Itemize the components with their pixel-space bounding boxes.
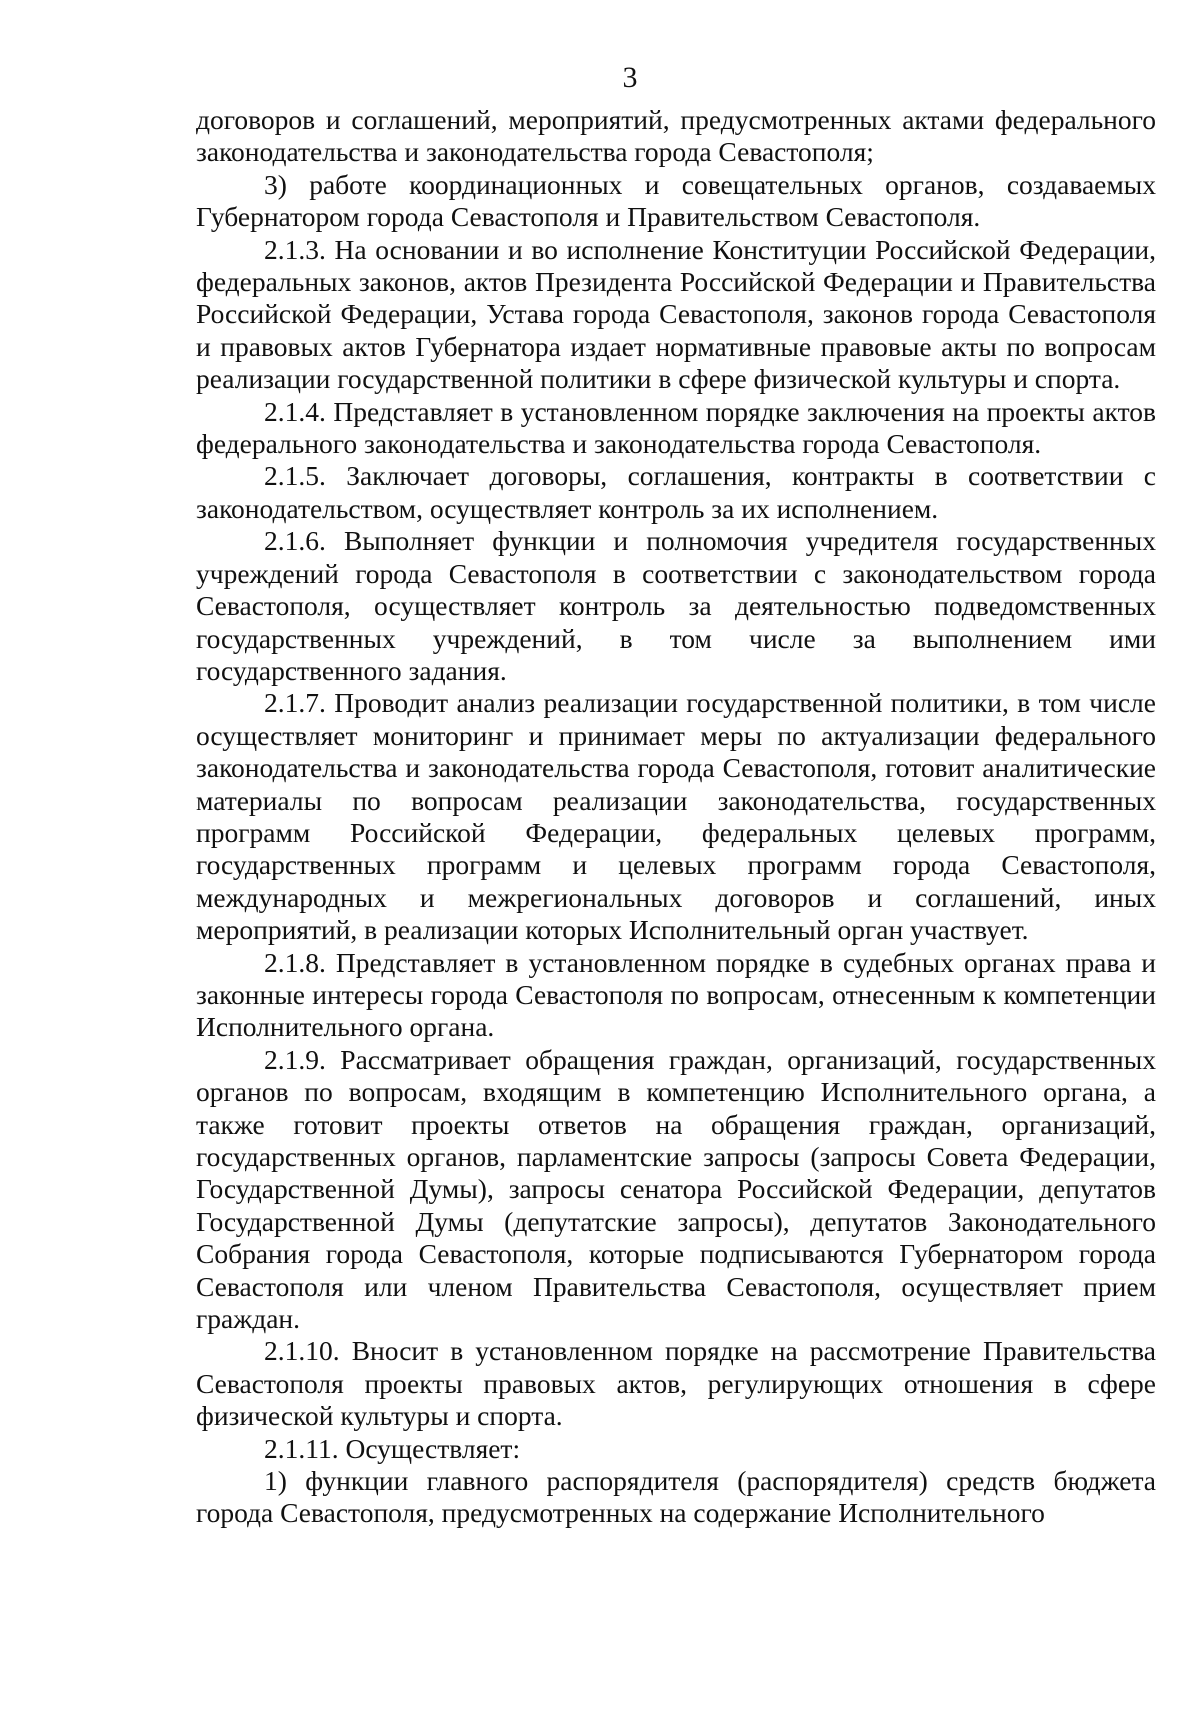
- paragraph-item-1: 1) функции главного распорядителя (распорядителя) средств бюджета города Севастополя, предусмотренных на содержание Исполнительного: [196, 1465, 1156, 1529]
- paragraph-2-1-4: 2.1.4. Представляет в установленном порядке заключения на проекты актов федерального законодательства и законодательства города Севастополя.: [196, 395, 1156, 460]
- page-number: 3: [622, 61, 638, 94]
- paragraph-2-1-6: 2.1.6. Выполняет функции и полномочия учредителя государственных учреждений города Севастополя в соответствии с законодательством города Севастополя, осуществляет контроль за деятельностью подведомственных государственных учреждений, в том числе за выполнением ими государственного задания.: [196, 525, 1156, 686]
- paragraph-2-1-8: 2.1.8. Представляет в установленном порядке в судебных органах права и законные интересы города Севастополя по вопросам, отнесенным к компетенции Исполнительного органа.: [196, 946, 1156, 1043]
- document-body: [196, 104, 1156, 1530]
- paragraph-2-1-3: 2.1.3. На основании и во исполнение Конституции Российской Федерации, федеральных законов, актов Президента Российской Федерации и Правительства Российской Федерации, Устава города Севастополя, законов города Севастополя и правовых актов Губернатора издает нормативные правовые акты по вопросам реализации государственной политики в сфере физической культуры и спорта.: [196, 233, 1156, 395]
- paragraph-continuation: договоров и соглашений, мероприятий, предусмотренных актами федерального законодательства и законодательства города Севастополя;: [196, 104, 1156, 168]
- paragraph-2-1-7: 2.1.7. Проводит анализ реализации государственной политики, в том числе осуществляет мониторинг и принимает меры по актуализации федерального законодательства и законодательства города Севастополя, готовит аналитические материалы по вопросам реализации законодательства, государственных программ Российской Федерации, федеральных целевых программ, государственных программ и целевых программ города Севастополя, международных и межрегиональных договоров и соглашений, иных мероприятий, в реализации которых Исполнительный орган участвует.: [196, 687, 1156, 946]
- paragraph-2-1-10: 2.1.10. Вносит в установленном порядке на рассмотрение Правительства Севастополя проекты правовых актов, регулирующих отношения в сфере физической культуры и спорта.: [196, 1335, 1156, 1432]
- paragraph-2-1-9: 2.1.9. Рассматривает обращения граждан, организаций, государственных органов по вопросам, входящим в компетенцию Исполнительного органа, а также готовит проекты ответов на обращения граждан, организаций, государственных органов, парламентские запросы (запросы Совета Федерации, Государственной Думы), запросы сенатора Российской Федерации, депутатов Государственной Думы (депутатские запросы), депутатов Законодательного Собрания города Севастополя, которые подписываются Губернатором города Севастополя или членом Правительства Севастополя, осуществляет прием граждан.: [196, 1043, 1156, 1335]
- paragraph-2-1-11: 2.1.11. Осуществляет:: [264, 1432, 521, 1464]
- paragraph-2-1-5: 2.1.5. Заключает договоры, соглашения, контракты в соответствии с законодательством, осуществляет контроль за их исполнением.: [196, 460, 1156, 524]
- paragraph-item-3: 3) работе координационных и совещательных органов, создаваемых Губернатором города Севастополя и Правительством Севастополя.: [196, 168, 1156, 233]
